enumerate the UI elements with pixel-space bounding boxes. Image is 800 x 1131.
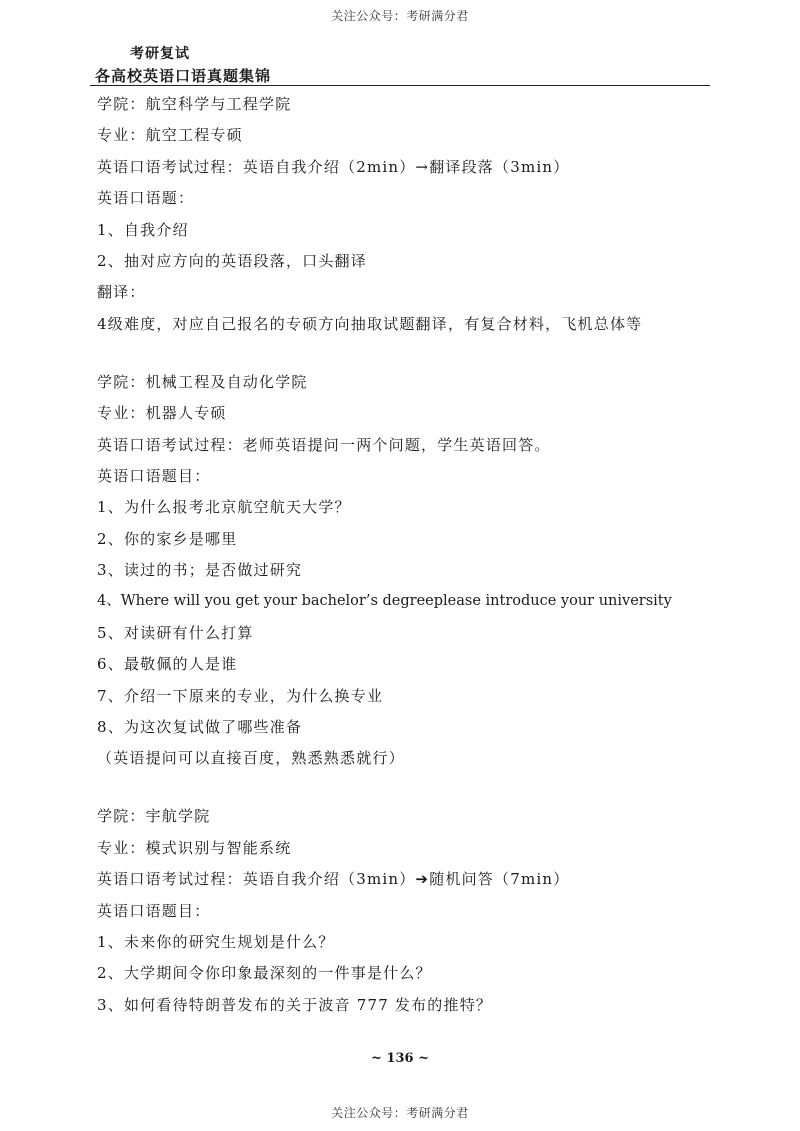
- header-rule: [90, 85, 710, 86]
- section-astronautics: [97, 801, 737, 1021]
- major-line: 专业：机器人专硕: [97, 404, 227, 423]
- section-aeronautics: [97, 89, 737, 340]
- header-title: 各高校英语口语真题集锦: [95, 67, 272, 85]
- question-item: 5、对读研有什么打算: [97, 623, 254, 642]
- question-item: 1、为什么报考北京航空航天大学？: [97, 498, 351, 517]
- question-item: 1、自我介绍: [97, 220, 189, 239]
- header-subtitle: 考研复试: [130, 46, 190, 62]
- exam-process-line: 英语口语考试过程：英语自我介绍（2min）→翻译段落（3min）: [97, 157, 570, 176]
- question-item: 8、为这次复试做了哪些准备: [97, 718, 303, 737]
- questions-heading: 英语口语题目：: [97, 901, 211, 920]
- page-content: [97, 89, 737, 1021]
- question-item: 1、未来你的研究生规划是什么？: [97, 932, 335, 951]
- page-number: ~ 136 ~: [371, 1051, 429, 1066]
- notes-text: （英语提问可以直接百度，熟悉熟悉就行）: [97, 749, 405, 768]
- question-item: 4、Where will you get your bachelor’s degreeplease introduce your university: [97, 593, 672, 610]
- exam-process-line: 英语口语考试过程：老师英语提问一两个问题，学生英语回答。: [97, 435, 551, 454]
- exam-process-line: 英语口语考试过程：英语自我介绍（3min）➔随机问答（7min）: [97, 870, 570, 889]
- section-mechanical: [97, 367, 737, 775]
- questions-heading: 英语口语题：: [97, 189, 195, 208]
- question-item: 3、读过的书；是否做过研究: [97, 561, 303, 580]
- notes-heading: 翻译：: [97, 283, 146, 302]
- question-item: 2、你的家乡是哪里: [97, 529, 238, 548]
- notes-text: 4级难度，对应自己报名的专硕方向抽取试题翻译，有复合材料，飞机总体等: [97, 314, 643, 333]
- college-line: 学院：宇航学院: [97, 807, 211, 826]
- question-item: 2、大学期间令你印象最深刻的一件事是什么？: [97, 964, 432, 983]
- watermark-top: 关注公众号：考研满分君: [331, 9, 469, 23]
- question-item: 6、最敬佩的人是谁: [97, 655, 238, 674]
- questions-heading: 英语口语题目：: [97, 466, 211, 485]
- major-line: 专业：航空工程专硕: [97, 126, 243, 145]
- question-item: 3、如何看待特朗普发布的关于波音 777 发布的推特？: [97, 995, 493, 1014]
- college-line: 学院：机械工程及自动化学院: [97, 372, 308, 391]
- major-line: 专业：模式识别与智能系统: [97, 838, 292, 857]
- question-item: 2、抽对应方向的英语段落，口头翻译: [97, 251, 367, 270]
- college-line: 学院：航空科学与工程学院: [97, 95, 292, 113]
- watermark-bottom: 关注公众号：考研满分君: [331, 1106, 469, 1120]
- question-item: 7、介绍一下原来的专业，为什么换专业: [97, 686, 384, 705]
